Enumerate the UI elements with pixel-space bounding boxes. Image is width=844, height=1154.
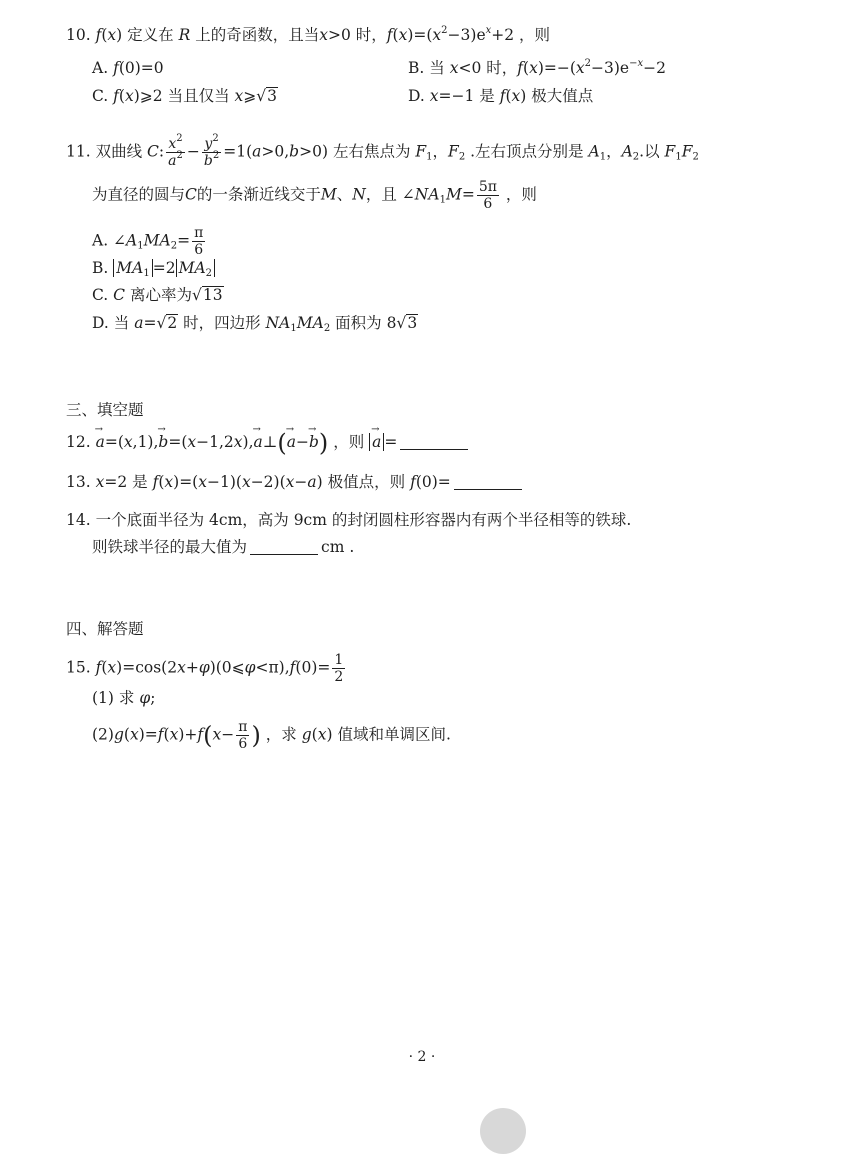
- question-12: 12. → a=(x,1),→ b=(x−1,2x),→ a⊥(→ a−→ b) ，则 → a =: [66, 432, 471, 452]
- answer-blank-14[interactable]: [250, 540, 318, 555]
- question-10-option-d: D. x=−1 是 f(x) 极大值点: [408, 87, 594, 105]
- answer-blank-13[interactable]: [454, 475, 522, 490]
- answer-blank-12[interactable]: [400, 435, 468, 450]
- question-11-option-d: D. 当 a=√2 时，四边形 $NA_1MA_2$ 面积为 8√3: [92, 314, 418, 334]
- question-10-option-a: A. f(0)=0: [92, 59, 164, 77]
- question-14-line2: 则铁球半径的最大值为 cm .: [92, 538, 355, 556]
- question-15-stem: 15. f(x)=cos(2x+φ)(0⩽φ<π),f(0)= $\frac{1}{2}$: [66, 652, 344, 685]
- question-14-line1: 14. 一个底面半径为 4cm，高为 9cm 的封闭圆柱形容器内有两个半径相等的铁球.: [66, 511, 632, 529]
- section-3-title: 三、填空题: [66, 401, 144, 419]
- question-11-stem: 11. 双曲线 C: $\frac{x^2}{a^2}$ − $\frac{y^2}{b^2}$ =1(a>0,b>0) 左右焦点为 $F_1$，$F_2$ .左右顶点分别是 $A_1$，$A_2$.以 $F_1F_2$: [66, 133, 699, 169]
- page-number: · 2 ·: [408, 1049, 436, 1065]
- question-11-option-c: C. C 离心率为√13: [92, 286, 223, 304]
- question-11-option-b: B. $MA_1 =2$ $MA_2$: [92, 258, 215, 278]
- question-13: 13. x=2 是 f(x)=(x−1)(x−2)(x−a) 极值点，则 f(0)=: [66, 472, 525, 492]
- decorative-circle: [480, 1108, 526, 1154]
- question-10-option-c: C. f(x)⩾2 当且仅当 x⩾√3: [92, 87, 278, 105]
- question-10-option-b: B. 当 x<0 时，$f(x)=-(x^2-3)e^{-x}-2$: [408, 58, 666, 77]
- question-10-stem: 10. f(x) 定义在 R 上的奇函数，且当x>0 时，$f(x)=(x^2-3)e^x+2$ ，则: [66, 25, 551, 44]
- question-11-option-a: A. $\angle A_1MA_2=$ $\frac{\pi}{6}$: [92, 225, 204, 258]
- section-4-title: 四、解答题: [66, 620, 144, 638]
- question-15-part-1: (1) 求 φ;: [92, 689, 156, 707]
- question-11-stem-line2: 为直径的圆与C的一条渐近线交于M、N，且 $\angle NA_1M=$ $\frac{5\pi}{6}$ ，则: [92, 179, 537, 212]
- question-15-part-2: (2)g(x)=f(x)+f(x− $\frac{\pi}{6}$ ) ，求 g(x) 值域和单调区间.: [92, 719, 451, 752]
